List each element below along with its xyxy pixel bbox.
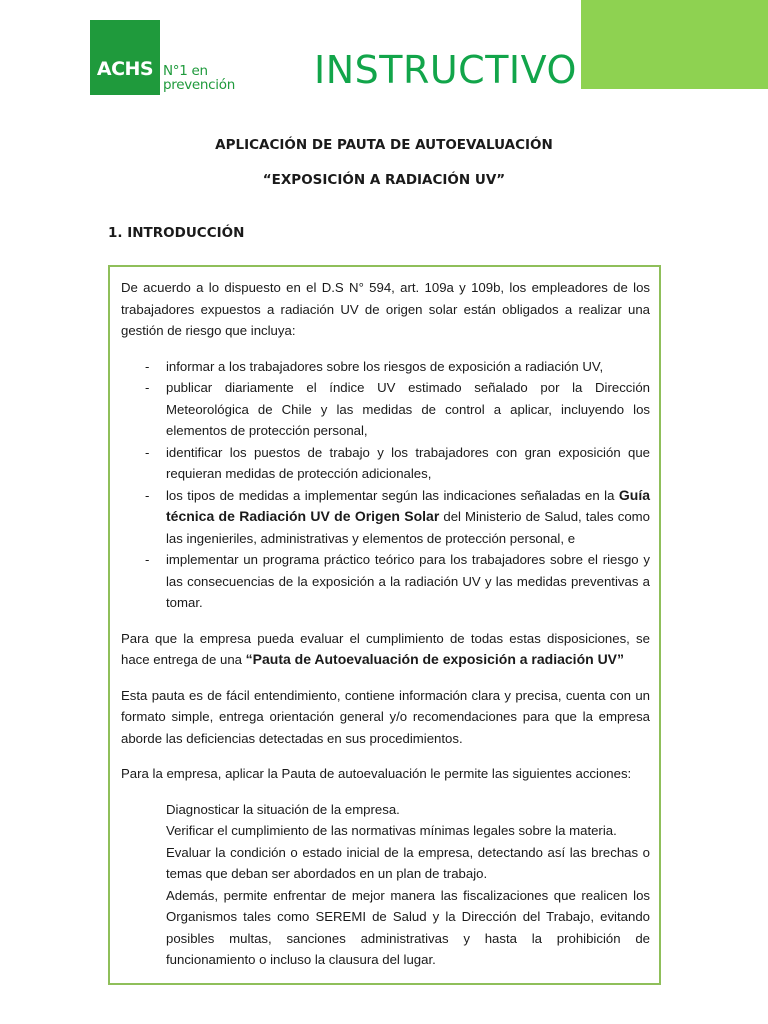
- actions-list: [121, 799, 650, 971]
- section-title: 1. INTRODUCCIÓN: [108, 225, 245, 241]
- pauta-title-bold: “Pauta de Autoevaluación de exposición a radiación UV”: [245, 651, 625, 667]
- delivery-paragraph: [121, 628, 650, 671]
- dash-marker: -: [145, 444, 150, 460]
- list-item: [121, 885, 650, 971]
- logo-tagline-line2: prevención: [163, 77, 235, 93]
- introduction-box: [108, 265, 661, 985]
- achs-logo: [90, 20, 160, 95]
- list-item-text: Diagnosticar la situación de la empresa.: [166, 801, 400, 817]
- list-item: [121, 799, 650, 821]
- list-item: [121, 377, 650, 442]
- list-item: [121, 842, 650, 885]
- list-item-text: Evaluar la condición o estado inicial de la empresa, detectando así las brechas o temas que deban ser abordados en un plan de trabajo.: [166, 844, 650, 881]
- list-item: [121, 549, 650, 614]
- list-item-text-after: del Ministerio de Salud, tales como las ingenieriles, administrativas y elementos de protección personal, e: [166, 509, 650, 546]
- list-item: [121, 485, 650, 550]
- logo-text: ACHS: [96, 58, 154, 80]
- list-item: [121, 442, 650, 485]
- logo-tagline-line1: N°1 en: [163, 63, 208, 79]
- list-item-text: Verificar el cumplimiento de las normativas mínimas legales sobre la materia.: [166, 823, 617, 838]
- dash-marker: -: [145, 552, 150, 567]
- list-item: [121, 356, 650, 378]
- list-item-text: identificar los puestos de trabajo y los trabajadores con gran exposición que requieran medidas de protección adicionales,: [166, 444, 650, 481]
- description-paragraph: Esta pauta es de fácil entendimiento, contiene información clara y precisa, cuenta con un formato simple, entrega orientación general y/o recomendaciones para que la empresa aborde las deficiencias detectadas en sus procedimientos.: [121, 687, 650, 746]
- dash-marker: -: [145, 487, 150, 503]
- list-item-text: informar a los trabajadores sobre los riesgos de exposición a radiación UV,: [166, 358, 604, 374]
- list-item-text: implementar un programa práctico teórico para los trabajadores sobre el riesgo y las consecuencias de la exposición a la radiación UV y las medidas preventivas a tomar.: [166, 552, 650, 610]
- delivery-text: Para que la empresa pueda evaluar el cumplimiento de todas estas disposiciones, se hace entrega de una: [121, 630, 650, 667]
- dash-marker: -: [145, 380, 150, 395]
- logo-tagline: [163, 64, 235, 92]
- document-heading-line2: “EXPOSICIÓN A RADIACIÓN UV”: [262, 172, 506, 188]
- obligations-list: [121, 356, 650, 614]
- corner-color-block: [581, 0, 768, 89]
- page-title: INSTRUCTIVO: [314, 48, 577, 92]
- guide-title-bold: Guía técnica de Radiación UV de Origen Solar: [166, 486, 650, 524]
- dash-marker: -: [145, 358, 150, 374]
- document-heading-line1: APLICACIÓN DE PAUTA DE AUTOEVALUACIÓN: [215, 137, 553, 153]
- list-item: [121, 820, 650, 842]
- list-item-text: los tipos de medidas a implementar según las indicaciones señaladas en la: [166, 487, 619, 503]
- intro-paragraph: De acuerdo a lo dispuesto en el D.S N° 594, art. 109a y 109b, los empleadores de los trabajadores expuestos a radiación UV de origen solar están obligados a realizar una gestión de riesgo que incluya:: [121, 280, 650, 338]
- list-item-text: publicar diariamente el índice UV estimado señalado por la Dirección Meteorológica de Chile y las medidas de control a aplicar, incluyendo los elementos de protección personal,: [166, 380, 650, 438]
- list-item-text: Además, permite enfrentar de mejor manera las fiscalizaciones que realicen los Organismos tales como SEREMI de Salud y la Dirección del Trabajo, evitando posibles multas, sanciones administrativas y hasta la prohibición de funcionamiento o incluso la clausura del lugar.: [166, 887, 650, 967]
- actions-intro-paragraph: Para la empresa, aplicar la Pauta de autoevaluación le permite las siguientes acciones:: [121, 766, 632, 781]
